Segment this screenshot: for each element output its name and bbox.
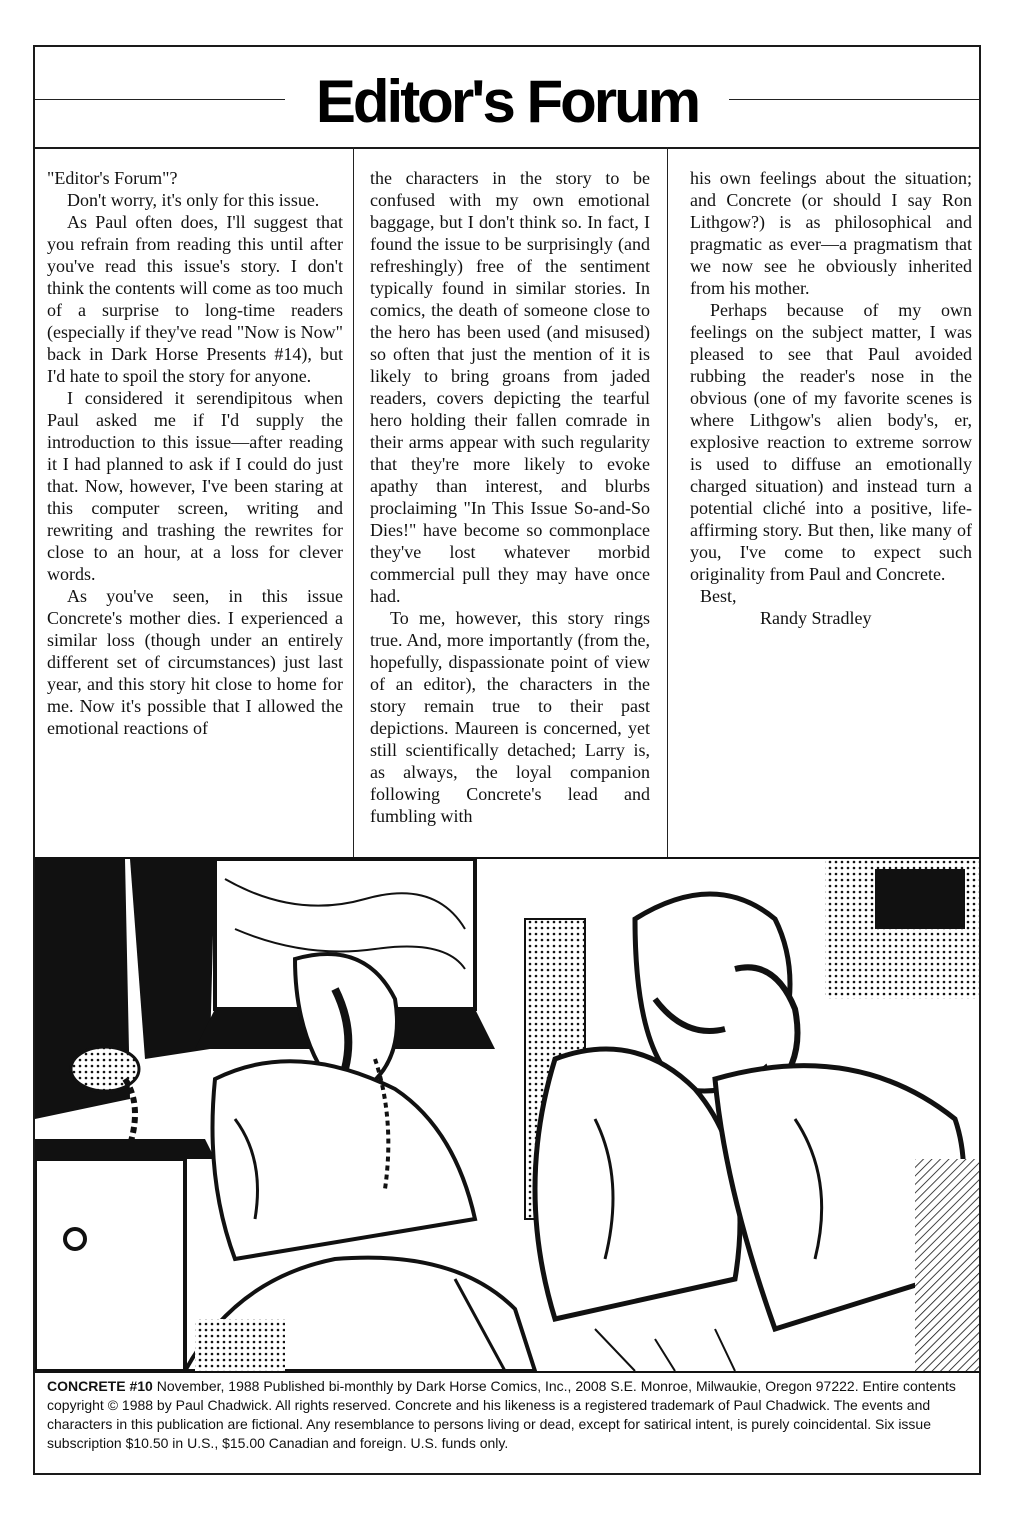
signoff: Best, [700, 586, 737, 606]
article-column-1 [47, 167, 343, 739]
paragraph: I considered it serendipitous when Paul asked me if I'd supply the introduction to this issue—after reading it I had planned to ask if I could do just that. Now, however, I've been staring at this computer screen, writing and rewriting and trashing the rewrites for close to an hour, at a loss for clever words. [47, 388, 343, 584]
header [35, 47, 979, 147]
paragraph: Don't worry, it's only for this issue. [67, 190, 320, 210]
indicia-text: November, 1988 Published bi-monthly by Dark Horse Comics, Inc., 2008 S.E. Monroe, Milwaukie, Oregon 97222. Entire contents copyright © 1988 by Paul Chadwick. All rights reserved. Concrete and his likeness is a registered trademark of Paul Chadwick. The events and characters in this publication are fictional. Any resemblance to persons living or dead, except for satirical intent, is purely coincidental. Six issue subscription $10.50 in U.S., $15.00 Canadian and foreign. U.S. funds only. [47, 1378, 956, 1451]
article-column-3 [690, 167, 972, 629]
header-divider [35, 147, 979, 149]
title-rule-right [729, 99, 979, 100]
column-divider [353, 147, 354, 859]
article-column-2 [370, 167, 650, 827]
paragraph: As Paul often does, I'll suggest that you refrain from reading this until after you've read this issue's story. I don't think the contents will come as too much of a surprise to long-time readers (especially if they've read "Now is Now" back in Dark Horse Presents #14), but I'd hate to spoil the story for anyone. [47, 212, 343, 386]
paragraph: Perhaps because of my own feelings on the subject matter, I was pleased to see that Paul avoided rubbing the reader's nose in the obvious (one of my favorite scenes is where Lithgow's alien body's, er, explosive reaction to extreme sorrow is used to diffuse an emotionally charged situation) and instead turn a potential cliché into a positive, life-affirming story. But then, like many of you, I've come to expect such originality from Paul and Concrete. [690, 300, 972, 584]
paragraph: "Editor's Forum"? [47, 168, 178, 188]
page-title: Editor's Forum [315, 68, 699, 135]
comic-illustration [35, 857, 979, 1373]
paragraph: the characters in the story to be confused with my own emotional baggage, but I don't think so. In fact, I found the issue to be surprisingly (and refreshingly) free of the sentiment typically found in similar stories. In comics, the death of someone close to the hero has been used (and misused) so often that just the mention of it is likely to bring groans from jaded readers, covers depicting the tearful hero holding their fallen comrade in their arms appear with such regularity that they're more likely to evoke apathy than interest, and blurbs proclaiming "In This Issue So-and-So Dies!" have become so commonplace they've lost whatever morbid commercial pull they may have once had. [370, 168, 650, 606]
column-divider [667, 147, 668, 859]
paragraph: To me, however, this story rings true. And, more importantly (from the, hopefully, dispassionate point of view of an editor), the characters in the story remain true to their past depictions. Maureen is concerned, yet still scientifically detached; Larry is, as always, the loyal companion following Concrete's lead and fumbling with [370, 608, 650, 826]
paragraph: As you've seen, in this issue Concrete's mother dies. I experienced a similar loss (though under an entirely different set of circumstances) just last year, and this story hit close to home for me. Now it's possible that I allowed the emotional reactions of [47, 586, 343, 738]
author-name: Randy Stradley [760, 608, 872, 628]
publication-indicia [47, 1377, 971, 1453]
publication-title: CONCRETE #10 [47, 1378, 153, 1394]
page-frame [33, 45, 981, 1475]
paragraph: his own feelings about the situation; and Concrete (or should I say Ron Lithgow?) is as philosophical and pragmatic as ever—a pragmatism that we now see he obviously inherited from his mother. [690, 168, 972, 298]
